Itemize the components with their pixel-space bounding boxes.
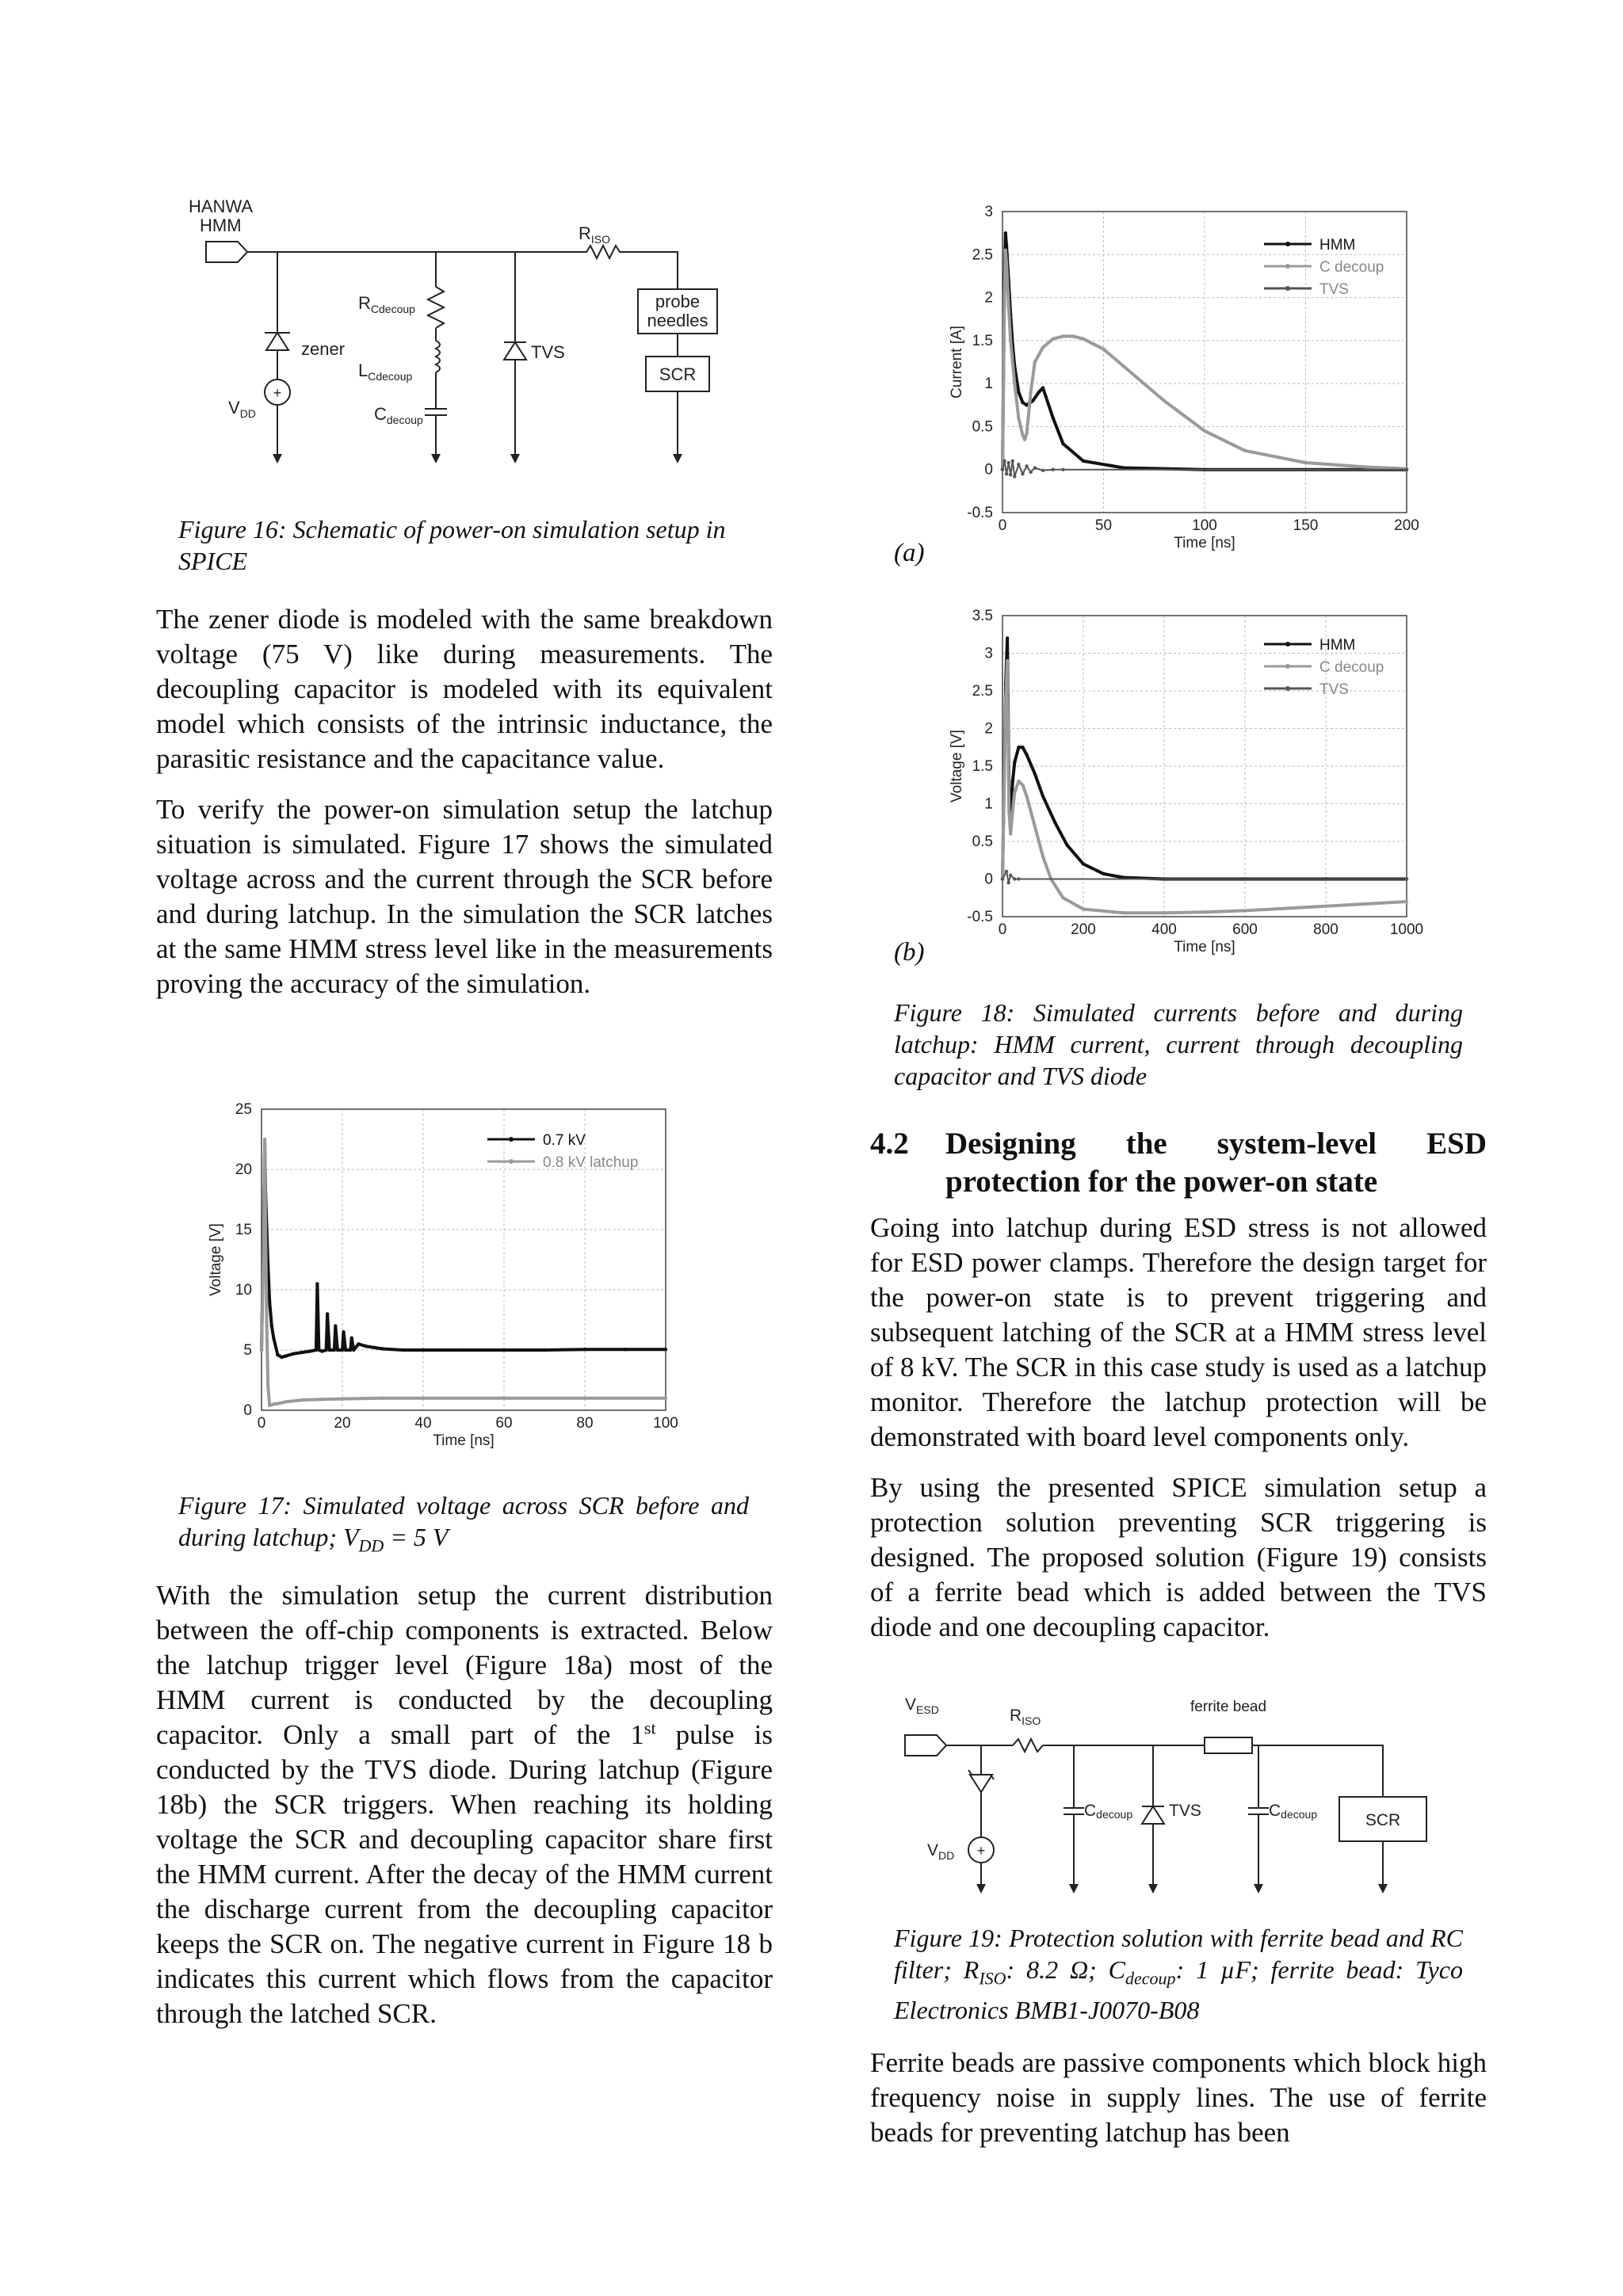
series-line-1	[1002, 661, 1407, 913]
series-point	[1017, 391, 1020, 394]
series-point	[1082, 907, 1085, 910]
series-point	[422, 1348, 425, 1352]
figure-19-caption-1: Figure 19: Protection solution with ferrite bead and RC filter; R	[894, 1924, 1463, 1984]
section-number: 4.2	[870, 1127, 909, 1161]
series-point	[624, 1348, 627, 1351]
label-ldecoup-sub: Cdecoup	[368, 370, 413, 383]
series-point	[1122, 364, 1125, 368]
series-point	[1029, 471, 1033, 474]
legend-marker-1	[1285, 264, 1290, 269]
series-point	[1365, 465, 1368, 468]
series-point	[327, 1348, 330, 1352]
series-point	[1041, 386, 1044, 389]
series-point	[1009, 874, 1012, 877]
label-ldecoup: L	[358, 360, 369, 380]
series-point	[1025, 753, 1028, 757]
label-hanwa: HANWA	[189, 196, 254, 216]
series-point	[1025, 432, 1028, 435]
y-tick-label: 0	[984, 871, 993, 888]
legend-label-2: TVS	[1319, 281, 1349, 298]
series-point	[1304, 461, 1307, 464]
legend-label-1: C decoup	[1319, 259, 1384, 276]
x-tick-label: 200	[1394, 517, 1419, 534]
y-tick-label: 25	[235, 1101, 252, 1118]
series-point	[1011, 460, 1014, 463]
series-point	[1365, 902, 1368, 906]
x-tick-label: 40	[414, 1415, 432, 1432]
series-point	[265, 1324, 268, 1327]
label-riso-sub: ISO	[590, 233, 611, 246]
series-point	[1017, 746, 1020, 749]
legend-label-1: 0.8 kV latchup	[543, 1154, 639, 1171]
series-point	[1061, 442, 1064, 445]
series-point	[284, 1400, 287, 1403]
figure-19-schematic	[896, 1688, 1466, 1901]
series-point	[1041, 795, 1044, 798]
legend-marker-2	[1285, 686, 1290, 691]
series-point	[263, 1138, 266, 1141]
figure-18a-label: (a)	[894, 539, 925, 567]
x-tick-label: 800	[1313, 921, 1338, 938]
x-tick-label: 200	[1071, 921, 1096, 938]
series-point	[276, 1402, 279, 1405]
series-point	[284, 1354, 287, 1357]
series-point	[1163, 911, 1166, 914]
label-cdecoup: C	[374, 404, 387, 424]
series-point	[1033, 466, 1037, 469]
y-axis-label: Current [A]	[949, 326, 965, 399]
series-point	[1011, 780, 1014, 783]
y-tick-label: 20	[235, 1161, 252, 1178]
x-axis-label: Time [ns]	[433, 1432, 495, 1449]
series-point	[1006, 636, 1009, 639]
series-point	[502, 1397, 506, 1400]
x-tick-label: 60	[495, 1415, 513, 1432]
svg-text:+: +	[976, 1843, 986, 1859]
series-point	[1052, 416, 1055, 419]
x-tick-label: 0	[257, 1415, 266, 1432]
series-point	[1405, 900, 1408, 903]
series-point	[1006, 659, 1009, 662]
section-title-1: Designing the system-level ESD	[945, 1127, 1487, 1161]
paragraph-distribution	[156, 1578, 773, 2031]
y-tick-label: 0	[984, 461, 993, 479]
series-point	[1004, 249, 1007, 252]
series-point	[1029, 391, 1033, 394]
series-point	[422, 1397, 425, 1400]
series-point	[1033, 772, 1037, 775]
series-point	[1243, 909, 1247, 912]
y-tick-label: 3	[984, 645, 993, 662]
series-point	[1013, 877, 1016, 880]
svg-text:Cdecoup	[1084, 1802, 1132, 1821]
series-point	[1033, 825, 1037, 828]
legend-marker-0	[1285, 242, 1290, 246]
x-tick-label: 80	[576, 1415, 594, 1432]
svg-text:VESD	[905, 1695, 939, 1716]
figure-17-caption-sub: DD	[358, 1535, 384, 1556]
series-point	[1203, 429, 1206, 433]
legend-label-2: TVS	[1319, 681, 1349, 698]
figure-19-caption-3: : 1 µF; ferrite bead: Tyco Electronics BMB1-J0070-B08	[894, 1955, 1464, 2025]
series-point	[462, 1348, 465, 1352]
series-point	[1006, 304, 1010, 307]
series-point	[1082, 460, 1085, 463]
series-point	[1013, 761, 1016, 764]
label-vesd-sub: ESD	[916, 1703, 939, 1716]
label-tvs-19: TVS	[1169, 1802, 1201, 1820]
label-vesd: V	[905, 1695, 917, 1714]
series-point	[1041, 345, 1044, 349]
x-tick-label: 50	[1094, 517, 1113, 534]
series-point	[1005, 870, 1008, 873]
series-point	[333, 1348, 336, 1352]
y-axis-label: Voltage [V]	[208, 1223, 224, 1296]
series-point	[1006, 881, 1010, 884]
series-point	[1065, 844, 1068, 847]
series-point	[1013, 475, 1016, 478]
legend-marker-2	[1285, 286, 1290, 291]
y-tick-label: 1.5	[972, 758, 993, 775]
y-axis-label: Voltage [V]	[949, 730, 965, 803]
label-cdecoup-sub: decoup	[386, 414, 423, 426]
figure-19-caption	[894, 1922, 1463, 2026]
y-tick-label: 0	[243, 1402, 252, 1419]
legend-marker-1	[509, 1159, 514, 1164]
figure-17-caption	[178, 1489, 749, 1562]
figure-19-caption-sub1: ISO	[979, 1968, 1006, 1989]
series-point	[1007, 810, 1010, 813]
legend-label-0: HMM	[1319, 237, 1356, 254]
series-point	[373, 1346, 376, 1349]
series-point	[320, 1349, 323, 1352]
svg-text:VDD	[927, 1841, 954, 1862]
label-zener: zener	[301, 339, 346, 359]
figure-17-chart	[178, 1093, 685, 1458]
label-vdd-sub: DD	[239, 407, 256, 420]
series-point	[1001, 468, 1004, 471]
paragraph-verify: To verify the power-on simulation setup the latchup situation is simulated. Figure 17 shows the simulated voltage across and the current through the SCR before and during latchup. In the simulation the SCR latches at the same HMM stress level like in the measurements proving the accuracy of the simulation.	[156, 794, 773, 999]
series-point	[1082, 337, 1085, 340]
legend-marker-0	[509, 1137, 514, 1142]
series-point	[1021, 746, 1024, 749]
label-vdd: V	[228, 398, 240, 418]
x-tick-label: 20	[334, 1415, 351, 1432]
legend-label-0: HMM	[1319, 637, 1356, 654]
section-heading	[870, 1125, 1487, 1201]
series-point	[381, 1397, 384, 1400]
series-point	[1002, 296, 1006, 299]
y-tick-label: 2	[984, 720, 993, 738]
series-point	[1405, 877, 1408, 880]
series-point	[341, 1348, 344, 1352]
series-point	[1017, 780, 1020, 783]
series-point	[1163, 399, 1166, 402]
series-point	[1002, 460, 1006, 463]
series-point	[357, 1342, 360, 1345]
svg-text:RCdecoup	[358, 293, 415, 315]
y-tick-label: 5	[243, 1342, 252, 1359]
series-point	[280, 1356, 283, 1359]
series-point	[1009, 832, 1012, 835]
series-point	[1004, 696, 1007, 700]
svg-text:Cdecoup	[1269, 1802, 1317, 1821]
y-tick-label: 2.5	[972, 246, 993, 264]
series-point	[1017, 463, 1020, 466]
x-tick-label: 100	[1192, 517, 1217, 534]
series-point	[1243, 449, 1247, 452]
series-point	[1053, 821, 1056, 824]
x-tick-label: 100	[653, 1415, 678, 1432]
label-probe: probe	[655, 292, 701, 311]
x-tick-label: 0	[998, 921, 1007, 938]
x-tick-label: 400	[1151, 921, 1177, 938]
left-column-top	[156, 602, 773, 1017]
series-point	[1324, 905, 1327, 908]
y-tick-label: 1.5	[972, 332, 993, 349]
series-point	[276, 1353, 279, 1356]
series-point	[365, 1344, 368, 1348]
y-tick-label: -0.5	[967, 909, 993, 925]
section-title-2: protection for the power-on state	[945, 1165, 1378, 1199]
svg-text:RISO	[579, 223, 610, 246]
label-rdecoup-sub: Cdecoup	[370, 303, 415, 315]
y-tick-label: 10	[235, 1282, 252, 1299]
series-point	[1041, 855, 1044, 858]
label-riso-19-sub: ISO	[1022, 1714, 1041, 1727]
series-point	[1061, 334, 1064, 338]
figure-18-caption: Figure 18: Simulated currents before and during latchup: HMM current, current through decoupling capacitor and TVS diode	[894, 998, 1463, 1090]
series-point	[1061, 896, 1064, 899]
series-point	[1017, 416, 1020, 419]
series-point	[583, 1348, 586, 1351]
series-point	[1021, 433, 1024, 437]
series-point	[1102, 872, 1105, 875]
y-tick-label: 1	[984, 376, 993, 393]
series-point	[270, 1324, 273, 1327]
series-point	[1025, 464, 1028, 467]
x-tick-label: 1000	[1389, 921, 1424, 938]
series-point	[1061, 468, 1064, 471]
legend-marker-1	[1285, 664, 1290, 669]
series-point	[381, 1347, 384, 1350]
series-point	[344, 1348, 347, 1352]
series-point	[1005, 472, 1008, 475]
paragraph-solution: By using the presented SPICE simulation setup a protection solution preventing SCR triggering is designed. The proposed solution (Figure 19) consists of a ferrite bead which is added between the TVS diode and one decoupling capacitor.	[870, 1472, 1487, 1642]
label-riso: R	[579, 223, 591, 243]
series-point	[320, 1398, 323, 1401]
label-rdecoup: R	[358, 293, 371, 313]
y-tick-label: -0.5	[967, 505, 993, 521]
series-point	[1021, 472, 1024, 475]
series-point	[341, 1397, 344, 1400]
series-point	[308, 1349, 311, 1352]
series-point	[664, 1397, 667, 1400]
legend-label-0: 0.7 kV	[543, 1132, 586, 1149]
svg-text:+: +	[273, 385, 282, 401]
y-tick-label: 3.5	[972, 608, 993, 624]
series-point	[1021, 784, 1024, 787]
svg-text:LCdecoup	[358, 360, 413, 383]
series-point	[1052, 337, 1055, 340]
label-cdecoup-19a: C	[1084, 1802, 1097, 1820]
series-point	[262, 1252, 265, 1255]
label-scr: SCR	[659, 364, 697, 384]
series-point	[266, 1384, 269, 1387]
label-cdecoup-19b: C	[1269, 1802, 1281, 1820]
series-point	[1041, 469, 1044, 472]
series-point	[1011, 810, 1014, 813]
paragraph-latchup: Going into latchup during ESD stress is not allowed for ESD power clamps. Therefore the design target for the power-on state is to prevent triggering and subsequent latching of the SCR at a HMM stress level of 8 kV. The SCR in this case study is used as a latchup monitor. Therefore the latchup protection will be demonstrated with board level components only.	[870, 1212, 1487, 1452]
series-point	[1005, 244, 1008, 247]
y-tick-label: 2.5	[972, 683, 993, 700]
series-point	[583, 1397, 586, 1400]
series-point	[268, 1300, 271, 1303]
series-point	[326, 1312, 329, 1315]
series-point	[350, 1337, 353, 1340]
series-point	[1009, 473, 1012, 476]
series-point	[268, 1404, 271, 1407]
legend-marker-0	[1285, 642, 1290, 646]
series-point	[1082, 862, 1085, 865]
figure-19-caption-sub2: decoup	[1125, 1968, 1176, 1989]
series-point	[315, 1282, 319, 1285]
figure-18b-chart	[919, 598, 1434, 963]
label-scr-19: SCR	[1365, 1811, 1401, 1829]
series-line-2	[1002, 871, 1407, 883]
right-column-ferrite	[870, 2046, 1487, 2166]
series-point	[1071, 334, 1075, 338]
x-tick-label: 600	[1232, 921, 1258, 938]
x-tick-label: 150	[1293, 517, 1319, 534]
series-point	[260, 1348, 263, 1352]
figure-17-caption-text: Figure 17: Simulated voltage across SCR before and during latchup; V	[178, 1491, 749, 1551]
y-tick-label: 3	[984, 204, 993, 220]
y-tick-label: 0.5	[972, 418, 993, 436]
figure-16-schematic	[174, 190, 745, 467]
y-tick-label: 15	[235, 1222, 252, 1238]
series-point	[336, 1348, 339, 1352]
y-tick-label: 2	[984, 289, 993, 307]
right-column-text	[870, 1211, 1487, 1661]
series-point	[664, 1348, 667, 1351]
series-point	[292, 1352, 296, 1355]
paragraph-zener: The zener diode is modeled with the same breakdown voltage (75 V) like during measurements. The decoupling capacitor is modeled with its equivalent model which consists of the intrinsic inductance, the parasitic resistance and the capacitance value.	[156, 604, 773, 774]
svg-text:Cdecoup	[374, 404, 423, 426]
series-point	[324, 1348, 327, 1352]
series-point	[300, 1351, 304, 1354]
label-needles: needles	[647, 311, 708, 330]
series-point	[1052, 468, 1055, 471]
label-cdecoup-19a-sub: decoup	[1096, 1808, 1133, 1821]
series-point	[1009, 339, 1012, 342]
paragraph-distribution-a: With the simulation setup the current distribution between the off-chip components is extracted. Below the latchup trigger level (Figure 18a) most of the HMM current is conducted by the decoupling capacitor. Only a small part of the 1	[156, 1580, 773, 1750]
paragraph-distribution-b: pulse is conducted by the TVS diode. During latchup (Figure 18b) the SCR triggers. When reaching its holding voltage the SCR and decoupling capacitor share first the HMM current. After the decay of the HMM current the discharge current from the decoupling capacitor keeps the SCR on. The negative current in Figure 18 b indicates this current which flows from the capacitor through the latched SCR.	[156, 1719, 773, 2029]
x-axis-label: Time [ns]	[1174, 939, 1235, 955]
series-point	[342, 1330, 345, 1333]
series-point	[1405, 468, 1408, 471]
label-riso-19: R	[1010, 1707, 1022, 1725]
paragraph-distribution-sup: st	[643, 1718, 656, 1738]
label-hmm: HMM	[200, 215, 242, 235]
series-point	[272, 1337, 275, 1340]
series-point	[1102, 348, 1105, 351]
x-tick-label: 0	[998, 517, 1007, 534]
series-point	[272, 1402, 275, 1405]
series-point	[1284, 906, 1287, 910]
series-point	[1023, 438, 1026, 441]
series-point	[300, 1398, 304, 1402]
svg-text:RISO	[1010, 1707, 1041, 1727]
paragraph-ferrite: Ferrite beads are passive components which block high frequency noise in supply lines. The use of ferrite beads for preventing latchup has been	[870, 2047, 1487, 2148]
series-point	[1013, 791, 1016, 794]
series-point	[1021, 401, 1024, 404]
label-ferrite-bead: ferrite bead	[1190, 1699, 1267, 1715]
series-point	[502, 1348, 506, 1352]
series-point	[349, 1348, 352, 1352]
label-vdd-19-sub: DD	[938, 1849, 955, 1862]
label-vdd-19: V	[927, 1841, 939, 1859]
y-tick-label: 0.5	[972, 833, 993, 850]
left-column-bottom	[156, 1578, 773, 2047]
label-cdecoup-19b-sub: decoup	[1281, 1808, 1318, 1821]
series-point	[1004, 231, 1007, 235]
figure-17-caption-end: = 5 V	[384, 1523, 449, 1551]
series-point	[352, 1348, 355, 1352]
label-tvs: TVS	[531, 342, 565, 362]
figure-16-caption: Figure 16: Schematic of power-on simulation setup in SPICE	[178, 515, 726, 575]
series-point	[1122, 911, 1125, 914]
x-axis-label: Time [ns]	[1174, 535, 1235, 551]
series-point	[317, 1348, 320, 1352]
series-point	[401, 1348, 404, 1352]
figure-19-caption-2: : 8.2 Ω; C	[1006, 1955, 1126, 1984]
series-point	[334, 1324, 337, 1327]
series-point	[1001, 877, 1004, 880]
y-tick-label: 1	[984, 795, 993, 813]
series-point	[1037, 391, 1041, 394]
series-point	[1005, 261, 1008, 265]
series-point	[1017, 877, 1020, 880]
series-point	[543, 1348, 546, 1352]
legend-label-1: C decoup	[1319, 659, 1384, 676]
series-point	[1203, 910, 1206, 913]
figure-18b-label: (b)	[894, 938, 925, 967]
svg-text:VDD	[228, 398, 256, 420]
series-point	[1013, 382, 1016, 385]
series-point	[1025, 795, 1028, 798]
series-point	[1033, 360, 1037, 364]
figure-18a-chart	[919, 194, 1434, 559]
series-point	[1006, 461, 1010, 464]
series-line-0	[262, 1146, 666, 1358]
series-line-1	[262, 1139, 666, 1405]
series-point	[264, 1228, 267, 1231]
